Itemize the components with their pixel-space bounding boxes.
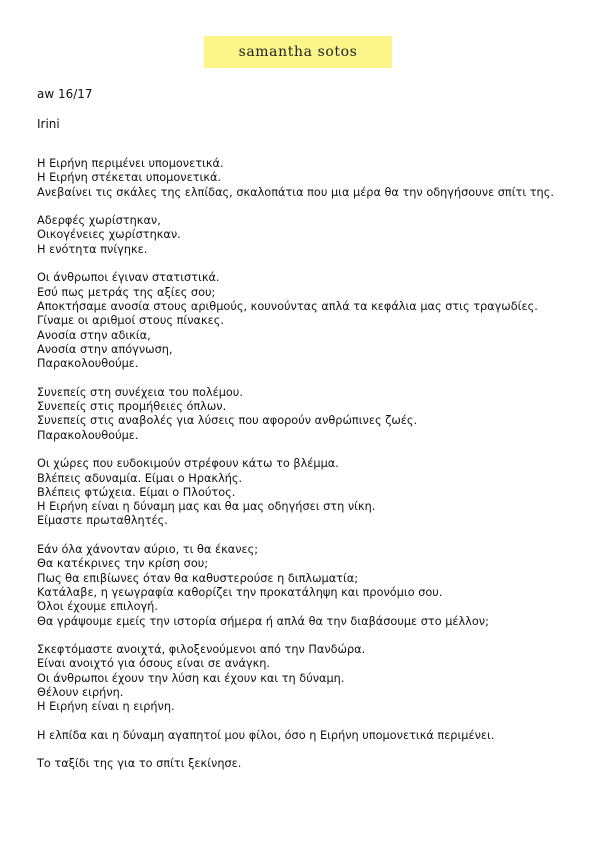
poem-line: Ανοσία στην αδικία, xyxy=(37,328,151,342)
poem-line: Είναι ανοιχτό για όσους είναι σε ανάγκη. xyxy=(37,657,270,671)
poem-line: Συνεπείς στις αναβολές για λύσεις που αφορούν ανθρώπινες ζωές. xyxy=(37,414,418,428)
poem-line: Παρακολουθούμε. xyxy=(37,357,139,371)
poem-stanza xyxy=(37,157,567,200)
poem-line: Η Ειρήνη περιμένει υπομονετικά. xyxy=(37,157,224,170)
poem-stanza xyxy=(37,457,567,528)
poem-line: Συνεπείς στη συνέχεια του πολέμου. xyxy=(37,385,243,399)
poem-line: Αποκτήσαμε ανοσία στους αριθμούς, κουνούντας απλά τα κεφάλια μας στις τραγωδίες. xyxy=(37,299,538,313)
poem-line: Κατάλαβε, η γεωγραφία καθορίζει την προκατάληψη και προνόμιο σου. xyxy=(37,585,443,599)
poem-line: Παρακολουθούμε. xyxy=(37,428,139,442)
poem-line: Οι χώρες που ευδοκιμούν στρέφουν κάτω το βλέμμα. xyxy=(37,457,339,471)
poem-stanza xyxy=(37,757,567,771)
poem-line: Αδερφές χωρίστηκαν, xyxy=(37,214,161,228)
poem-line: Γίναμε οι αριθμοί στους πίνακες. xyxy=(37,314,224,328)
poem-line: Το ταξίδι της για το σπίτι ξεκίνησε. xyxy=(37,757,242,771)
poem-line: Η ελπίδα και η δύναμη αγαπητοί μου φίλοι, όσο η Ειρήνη υπομονετικά περιμένει. xyxy=(37,728,495,742)
poem-line: Βλέπεις αδυναμία. Είμαι ο Ηρακλής. xyxy=(37,471,243,485)
poem-stanza xyxy=(37,214,567,257)
document-title: samantha sotos xyxy=(238,44,358,60)
poem-body xyxy=(37,157,567,786)
poem-line: Οι άνθρωποι έχουν την λύση και έχουν και τη δύναμη. xyxy=(37,671,345,685)
poem-line: Οικογένειες χωρίστηκαν. xyxy=(37,228,181,242)
poem-stanza xyxy=(37,271,567,371)
poem-line: Πως θα επιβίωνες όταν θα καθυστερούσε η διπλωματία; xyxy=(37,571,359,585)
poem-line: Ανοσία στην απόγνωση, xyxy=(37,342,173,356)
poem-line: Θέλουν ειρήνη. xyxy=(37,685,124,699)
poem-line: Η Ειρήνη είναι η δύναμη μας και θα μας οδηγήσει στη νίκη. xyxy=(37,500,376,514)
poem-line: Οι άνθρωποι έγιναν στατιστικά. xyxy=(37,271,220,285)
poem-line: Η Ειρήνη είναι η ειρήνη. xyxy=(37,700,175,714)
poem-line: Ανεβαίνει τις σκάλες της ελπίδας, σκαλοπάτια που μια μέρα θα την οδηγήσουνε σπίτι της. xyxy=(37,185,554,199)
poem-title: Irini xyxy=(37,117,60,131)
poem-stanza xyxy=(37,386,567,443)
poem-line: Συνεπείς στις προμήθειες όπλων. xyxy=(37,400,227,414)
poem-line: Θα κατέκρινες την κρίση σου; xyxy=(37,557,209,571)
poem-line: Όλοι έχουμε επιλογή. xyxy=(37,600,158,614)
poem-line: Η ενότητα πνίγηκε. xyxy=(37,242,148,256)
poem-line: Σκεφτόμαστε ανοιχτά, φιλοξενούμενοι από την Πανδώρα. xyxy=(37,643,366,657)
poem-line: Βλέπεις φτώχεια. Είμαι ο Πλούτος. xyxy=(37,485,236,499)
poem-stanza xyxy=(37,729,567,743)
poem-stanza xyxy=(37,543,567,629)
document-date: aw 16/17 xyxy=(37,87,93,101)
poem-line: Η Ειρήνη στέκεται υπομονετικά. xyxy=(37,171,222,185)
poem-line: Θα γράψουμε εμείς την ιστορία σήμερα ή απλά θα την διαβάσουμε στο μέλλον; xyxy=(37,614,489,628)
poem-line: Είμαστε πρωταθλητές. xyxy=(37,514,168,528)
poem-line: Εσύ πως μετράς της αξίες σου; xyxy=(37,285,216,299)
poem-line: Εάν όλα χάνονταν αύριο, τι θα έκανες; xyxy=(37,543,259,557)
poem-stanza xyxy=(37,643,567,714)
title-banner xyxy=(204,36,392,68)
